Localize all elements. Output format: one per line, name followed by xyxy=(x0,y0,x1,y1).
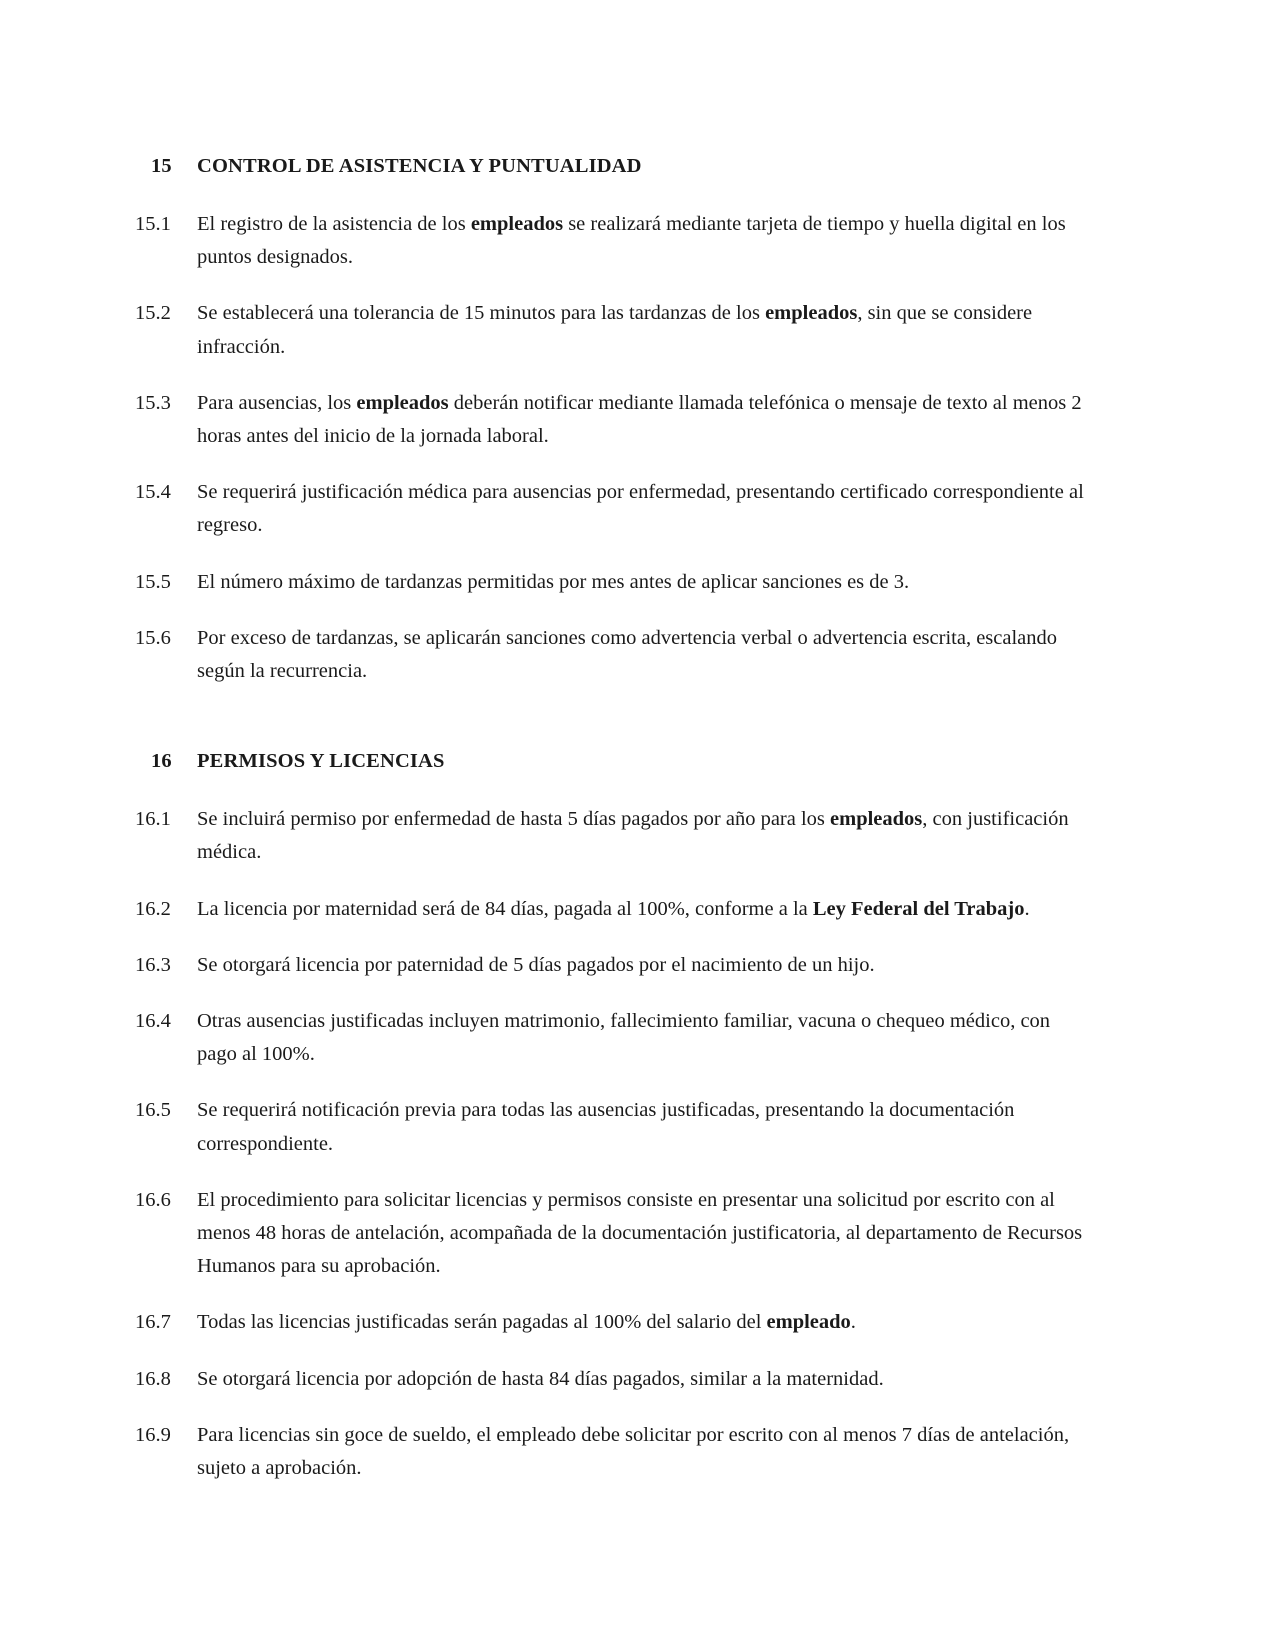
clause-text xyxy=(197,1363,1090,1396)
clause-text-run: El número máximo de tardanzas permitidas por mes antes de aplicar sanciones es de 3. xyxy=(197,570,910,593)
clause-item xyxy=(135,476,1090,542)
clause-number: 16.4 xyxy=(135,1010,171,1033)
clause-text-run: deberán notificar mediante llamada telefónica o mensaje de texto al menos 2 horas antes del inicio de la jornada laboral. xyxy=(197,391,1082,448)
clause-text-run: Otras ausencias justificadas incluyen matrimonio, fallecimiento familiar, vacuna o chequeo médico, con pago al 100%. xyxy=(197,1010,1051,1066)
clause-number: 16.9 xyxy=(135,1423,171,1446)
clause-item xyxy=(135,1005,1090,1071)
clause-text-emphasis: empleado xyxy=(766,1311,851,1334)
clause-item xyxy=(135,1363,1090,1396)
clause-text-run: Para licencias sin goce de sueldo, el empleado debe solicitar por escrito con al menos 7 días de antelación, sujeto a aprobación. xyxy=(197,1423,1070,1480)
clause-text-run: . xyxy=(850,1311,856,1334)
clause-item xyxy=(135,1419,1090,1485)
clause-text-run: El registro de la asistencia de los xyxy=(197,213,471,235)
clause-text-run: Se otorgará licencia por paternidad de 5 días pagados por el nacimiento de un hijo. xyxy=(197,953,875,976)
clause-text xyxy=(197,893,1090,926)
clause-text xyxy=(197,803,1090,869)
clause-text-run: se realizará mediante tarjeta de tiempo y huella digital en los puntos designados. xyxy=(197,213,1066,269)
document-section xyxy=(135,155,1090,688)
clause-text xyxy=(197,949,1090,982)
clause-item xyxy=(135,1306,1090,1339)
section-heading xyxy=(135,155,1090,178)
section-heading xyxy=(135,750,1090,773)
clause-text-emphasis: empleados xyxy=(356,391,449,414)
clause-number: 16.1 xyxy=(135,808,171,831)
clause-text-emphasis: empleados xyxy=(830,808,923,831)
clause-text xyxy=(197,1005,1090,1071)
clause-item xyxy=(135,1094,1090,1160)
clause-text-run: Todas las licencias justificadas serán pagadas al 100% del salario del xyxy=(197,1311,767,1334)
clause-text-run: Se establecerá una tolerancia de 15 minutos para las tardanzas de los xyxy=(197,302,766,325)
clause-text xyxy=(197,476,1090,542)
clause-text xyxy=(197,622,1090,688)
clause-number: 16.7 xyxy=(135,1311,171,1334)
clause-item xyxy=(135,1184,1090,1284)
clause-text-run: Se incluirá permiso por enfermedad de hasta 5 días pagados por año para los xyxy=(197,808,831,831)
clause-number: 15.4 xyxy=(135,481,171,504)
clause-number: 16.6 xyxy=(135,1188,171,1211)
clause-text xyxy=(197,387,1090,453)
clause-item xyxy=(135,566,1090,599)
clause-number: 15.5 xyxy=(135,570,171,593)
clause-item xyxy=(135,803,1090,869)
clause-text-emphasis: Ley Federal del Trabajo xyxy=(812,897,1025,920)
section-number: 15 xyxy=(151,155,172,177)
clause-text xyxy=(197,1094,1090,1160)
clause-text-run: El procedimiento para solicitar licencias y permisos consiste en presentar una solicitud por escrito con al menos 48 horas de antelación, acompañada de la documentación justificatoria, al departamento de Recursos Humanos para su aprobación. xyxy=(197,1188,1083,1278)
clause-text-emphasis: empleados xyxy=(470,213,564,235)
clause-item xyxy=(135,622,1090,688)
clause-text-run: , sin que se considere infracción. xyxy=(197,302,1033,358)
clause-item xyxy=(135,893,1090,926)
clause-number: 16.3 xyxy=(135,953,171,976)
clause-text-run: . xyxy=(1024,897,1030,920)
section-number: 16 xyxy=(151,750,172,773)
clause-text xyxy=(197,1419,1090,1485)
clause-item xyxy=(135,208,1090,274)
clause-number: 15.1 xyxy=(135,213,171,235)
clause-text xyxy=(197,1184,1090,1284)
document-body xyxy=(135,155,1090,1485)
clause-number: 16.5 xyxy=(135,1099,171,1122)
clause-text xyxy=(197,208,1090,274)
clause-number: 15.3 xyxy=(135,391,171,414)
clause-number: 15.6 xyxy=(135,626,171,649)
section-title: PERMISOS Y LICENCIAS xyxy=(197,750,445,773)
clause-number: 16.8 xyxy=(135,1367,171,1390)
clause-text-emphasis: empleados xyxy=(765,302,858,325)
section-title: CONTROL DE ASISTENCIA Y PUNTUALIDAD xyxy=(197,155,642,177)
clause-text-run: Se requerirá notificación previa para todas las ausencias justificadas, presentando la documentación correspondiente. xyxy=(197,1099,1015,1155)
document-section xyxy=(135,750,1090,1485)
clause-text-run: La licencia por maternidad será de 84 días, pagada al 100%, conforme a la xyxy=(197,897,813,920)
clause-item xyxy=(135,297,1090,363)
clause-item xyxy=(135,387,1090,453)
clause-item xyxy=(135,949,1090,982)
clause-number: 16.2 xyxy=(135,897,171,920)
clause-text xyxy=(197,566,1090,599)
clause-text-run: Por exceso de tardanzas, se aplicarán sanciones como advertencia verbal o advertencia escrita, escalando según la recurrencia. xyxy=(197,626,1058,683)
clause-text-run: , con justificación médica. xyxy=(197,808,1069,864)
clause-text xyxy=(197,297,1090,363)
clause-text-run: Se otorgará licencia por adopción de hasta 84 días pagados, similar a la maternidad. xyxy=(197,1367,884,1390)
clause-text xyxy=(197,1306,1090,1339)
clause-text-run: Se requerirá justificación médica para ausencias por enfermedad, presentando certificado correspondiente al regreso. xyxy=(197,481,1084,537)
clause-text-run: Para ausencias, los xyxy=(197,391,357,414)
clause-number: 15.2 xyxy=(135,302,171,325)
